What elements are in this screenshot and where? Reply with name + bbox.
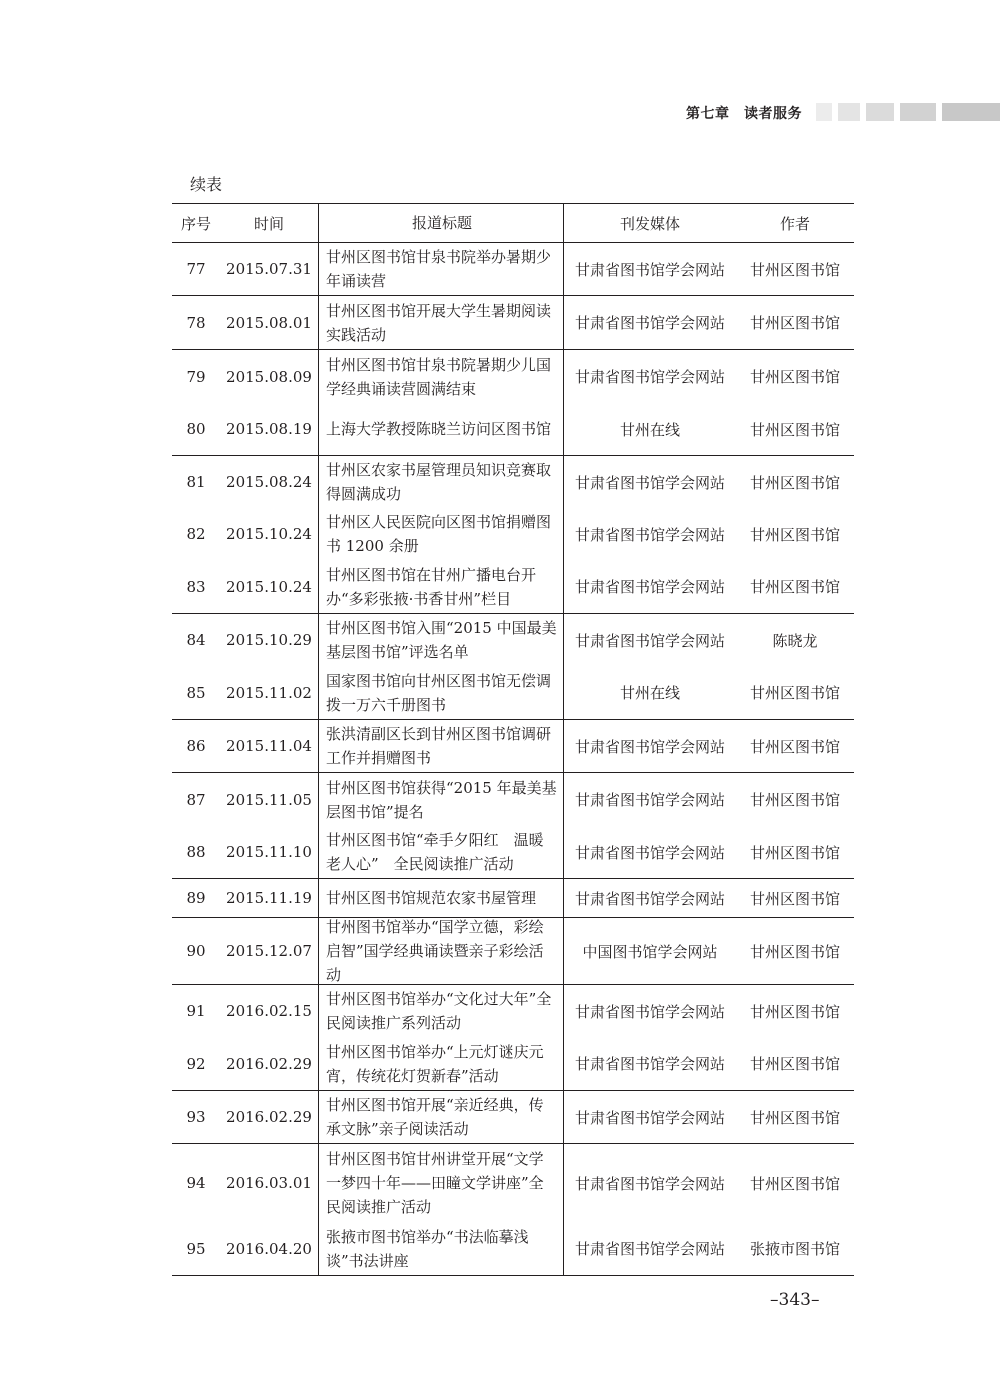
report-table [172, 203, 854, 1276]
row-number: 90 [186, 942, 206, 960]
row-author: 甘州区图书馆 [749, 525, 840, 544]
table-row [172, 985, 854, 1037]
row-number: 84 [186, 631, 206, 649]
row-date: 2015.10.24 [226, 577, 312, 596]
row-title: 甘州区图书馆开展大学生暑期阅读实践活动 [318, 296, 564, 349]
row-media: 甘肃省图书馆学会网站 [574, 1002, 725, 1021]
row-author: 甘州区图书馆 [749, 889, 840, 908]
row-title: 甘州区图书馆开展“亲近经典，传承文脉”亲子阅读活动 [318, 1091, 564, 1143]
row-date: 2016.02.15 [226, 1002, 312, 1020]
table-row [172, 720, 854, 773]
row-number: 91 [186, 1002, 206, 1020]
row-title: 甘州区图书馆甘泉书院举办暑期少年诵读营 [318, 243, 564, 295]
row-date: 2015.11.05 [226, 790, 312, 809]
row-media: 甘肃省图书馆学会网站 [574, 314, 725, 332]
row-title: 甘州区图书馆举办“上元灯谜庆元宵，传统花灯贺新春”活动 [318, 1037, 564, 1090]
row-author: 甘州区图书馆 [749, 1174, 840, 1193]
row-media: 甘肃省图书馆学会网站 [574, 737, 725, 756]
row-title: 国家图书馆向甘州区图书馆无偿调拨一万六千册图书 [318, 666, 564, 719]
column-header-title: 报道标题 [318, 204, 564, 242]
column-header-number: 序号 [180, 214, 211, 233]
row-number: 94 [186, 1174, 206, 1192]
column-header-media: 刊发媒体 [619, 214, 680, 233]
row-media: 甘肃省图书馆学会网站 [574, 1174, 725, 1193]
row-media: 甘肃省图书馆学会网站 [574, 889, 725, 908]
row-number: 89 [186, 889, 206, 907]
row-title: 甘州区图书馆“牵手夕阳红 温暖老人心” 全民阅读推广活动 [318, 826, 564, 878]
row-title: 甘州区图书馆入围“2015 中国最美基层图书馆”评选名单 [318, 614, 564, 666]
table-row [172, 296, 854, 350]
row-date: 2015.08.01 [226, 313, 312, 332]
row-title: 甘州区图书馆举办“文化过大年”全民阅读推广系列活动 [318, 985, 564, 1037]
row-date: 2015.11.10 [226, 843, 312, 861]
row-title: 甘州区图书馆甘州讲堂开展“文学一梦四十年——田瞳文学讲座”全民阅读推广活动 [318, 1144, 564, 1222]
table-row [172, 350, 854, 403]
row-media: 甘肃省图书馆学会网站 [574, 1240, 725, 1258]
row-date: 2015.08.09 [226, 367, 312, 386]
row-number: 95 [186, 1239, 206, 1258]
table-row [172, 403, 854, 456]
row-date: 2015.10.29 [226, 631, 312, 649]
table-row [172, 456, 854, 508]
row-date: 2015.10.24 [226, 525, 312, 543]
page-number: –343– [770, 1290, 820, 1310]
row-media: 甘肃省图书馆学会网站 [574, 368, 725, 386]
row-media: 甘肃省图书馆学会网站 [574, 791, 725, 809]
row-author: 甘州区图书馆 [749, 737, 840, 756]
row-author: 陈晓龙 [772, 631, 818, 650]
table-row [172, 508, 854, 560]
table-row [172, 826, 854, 879]
row-title: 甘州区图书馆在甘州广播电台开办“多彩张掖·书香甘州”栏目 [318, 560, 564, 613]
table-row [172, 560, 854, 614]
table-row [172, 1037, 854, 1091]
row-number: 86 [186, 737, 206, 755]
table-row [172, 773, 854, 826]
table-row [172, 879, 854, 918]
row-date: 2015.11.02 [226, 683, 312, 702]
row-date: 2016.03.01 [226, 1174, 312, 1192]
row-number: 85 [186, 683, 206, 702]
header-decoration [816, 103, 1000, 121]
row-author: 甘州区图书馆 [749, 578, 840, 596]
row-date: 2015.07.31 [226, 260, 312, 278]
chapter-header-title: 第七章 读者服务 [686, 106, 802, 122]
row-number: 79 [186, 367, 206, 386]
table-caption: 续表 [190, 175, 223, 194]
row-author: 甘州区图书馆 [749, 420, 840, 439]
row-media: 甘肃省图书馆学会网站 [574, 631, 725, 650]
row-number: 77 [186, 260, 206, 278]
row-date: 2015.11.04 [226, 737, 312, 755]
row-number: 80 [186, 420, 206, 438]
row-author: 甘州区图书馆 [749, 942, 840, 961]
column-header-date: 时间 [253, 214, 284, 233]
row-number: 88 [186, 843, 206, 861]
row-author: 甘州区图书馆 [749, 843, 840, 862]
row-title: 甘州区农家书屋管理员知识竞赛取得圆满成功 [318, 456, 564, 508]
row-media: 甘肃省图书馆学会网站 [574, 260, 725, 279]
table-row [172, 1222, 854, 1275]
row-date: 2016.04.20 [226, 1239, 312, 1258]
row-author: 张掖市图书馆 [749, 1240, 840, 1258]
row-author: 甘州区图书馆 [749, 260, 840, 279]
row-media: 甘肃省图书馆学会网站 [574, 578, 725, 596]
row-number: 93 [186, 1108, 206, 1126]
row-media: 甘肃省图书馆学会网站 [574, 843, 725, 862]
row-author: 甘州区图书馆 [749, 314, 840, 332]
row-media: 中国图书馆学会网站 [582, 942, 718, 961]
row-title: 上海大学教授陈晓兰访问区图书馆 [318, 403, 564, 455]
row-title: 甘州区图书馆获得“2015 年最美基层图书馆”提名 [318, 773, 564, 826]
table-row [172, 666, 854, 720]
row-title: 甘州区图书馆甘泉书院暑期少儿国学经典诵读营圆满结束 [318, 350, 564, 403]
row-date: 2016.02.29 [226, 1054, 312, 1073]
row-date: 2015.11.19 [226, 889, 312, 907]
row-number: 87 [186, 790, 206, 809]
row-number: 92 [186, 1054, 206, 1073]
row-author: 甘州区图书馆 [749, 368, 840, 386]
row-date: 2015.08.19 [226, 420, 312, 438]
row-author: 甘州区图书馆 [749, 1108, 840, 1127]
row-media: 甘肃省图书馆学会网站 [574, 473, 725, 492]
row-date: 2015.12.07 [226, 942, 312, 960]
row-media: 甘肃省图书馆学会网站 [574, 1055, 725, 1073]
table-row [172, 1091, 854, 1144]
table-row [172, 918, 854, 985]
row-number: 83 [186, 577, 206, 596]
row-title: 张掖市图书馆举办“书法临摹浅谈”书法讲座 [318, 1222, 564, 1275]
row-title: 甘州图书馆举办“国学立德，彩绘启智”国学经典诵读暨亲子彩绘活动 [318, 918, 564, 984]
row-media: 甘肃省图书馆学会网站 [574, 525, 725, 544]
row-number: 81 [186, 473, 206, 491]
row-author: 甘州区图书馆 [749, 684, 840, 702]
row-author: 甘州区图书馆 [749, 791, 840, 809]
row-date: 2015.08.24 [226, 473, 312, 491]
row-author: 甘州区图书馆 [749, 1055, 840, 1073]
row-title: 张洪清副区长到甘州区图书馆调研工作并捐赠图书 [318, 720, 564, 772]
table-row [172, 1144, 854, 1222]
column-header-author: 作者 [779, 214, 810, 233]
row-author: 甘州区图书馆 [749, 473, 840, 492]
row-number: 82 [186, 525, 206, 543]
table-header-row [172, 204, 854, 243]
row-media: 甘州在线 [619, 420, 680, 439]
row-media: 甘肃省图书馆学会网站 [574, 1108, 725, 1127]
row-date: 2016.02.29 [226, 1108, 312, 1126]
table-row [172, 243, 854, 296]
row-author: 甘州区图书馆 [749, 1002, 840, 1021]
row-media: 甘州在线 [619, 684, 680, 702]
table-row [172, 614, 854, 666]
row-title: 甘州区人民医院向区图书馆捐赠图书 1200 余册 [318, 508, 564, 560]
row-title: 甘州区图书馆规范农家书屋管理 [318, 879, 564, 917]
row-number: 78 [186, 313, 206, 332]
